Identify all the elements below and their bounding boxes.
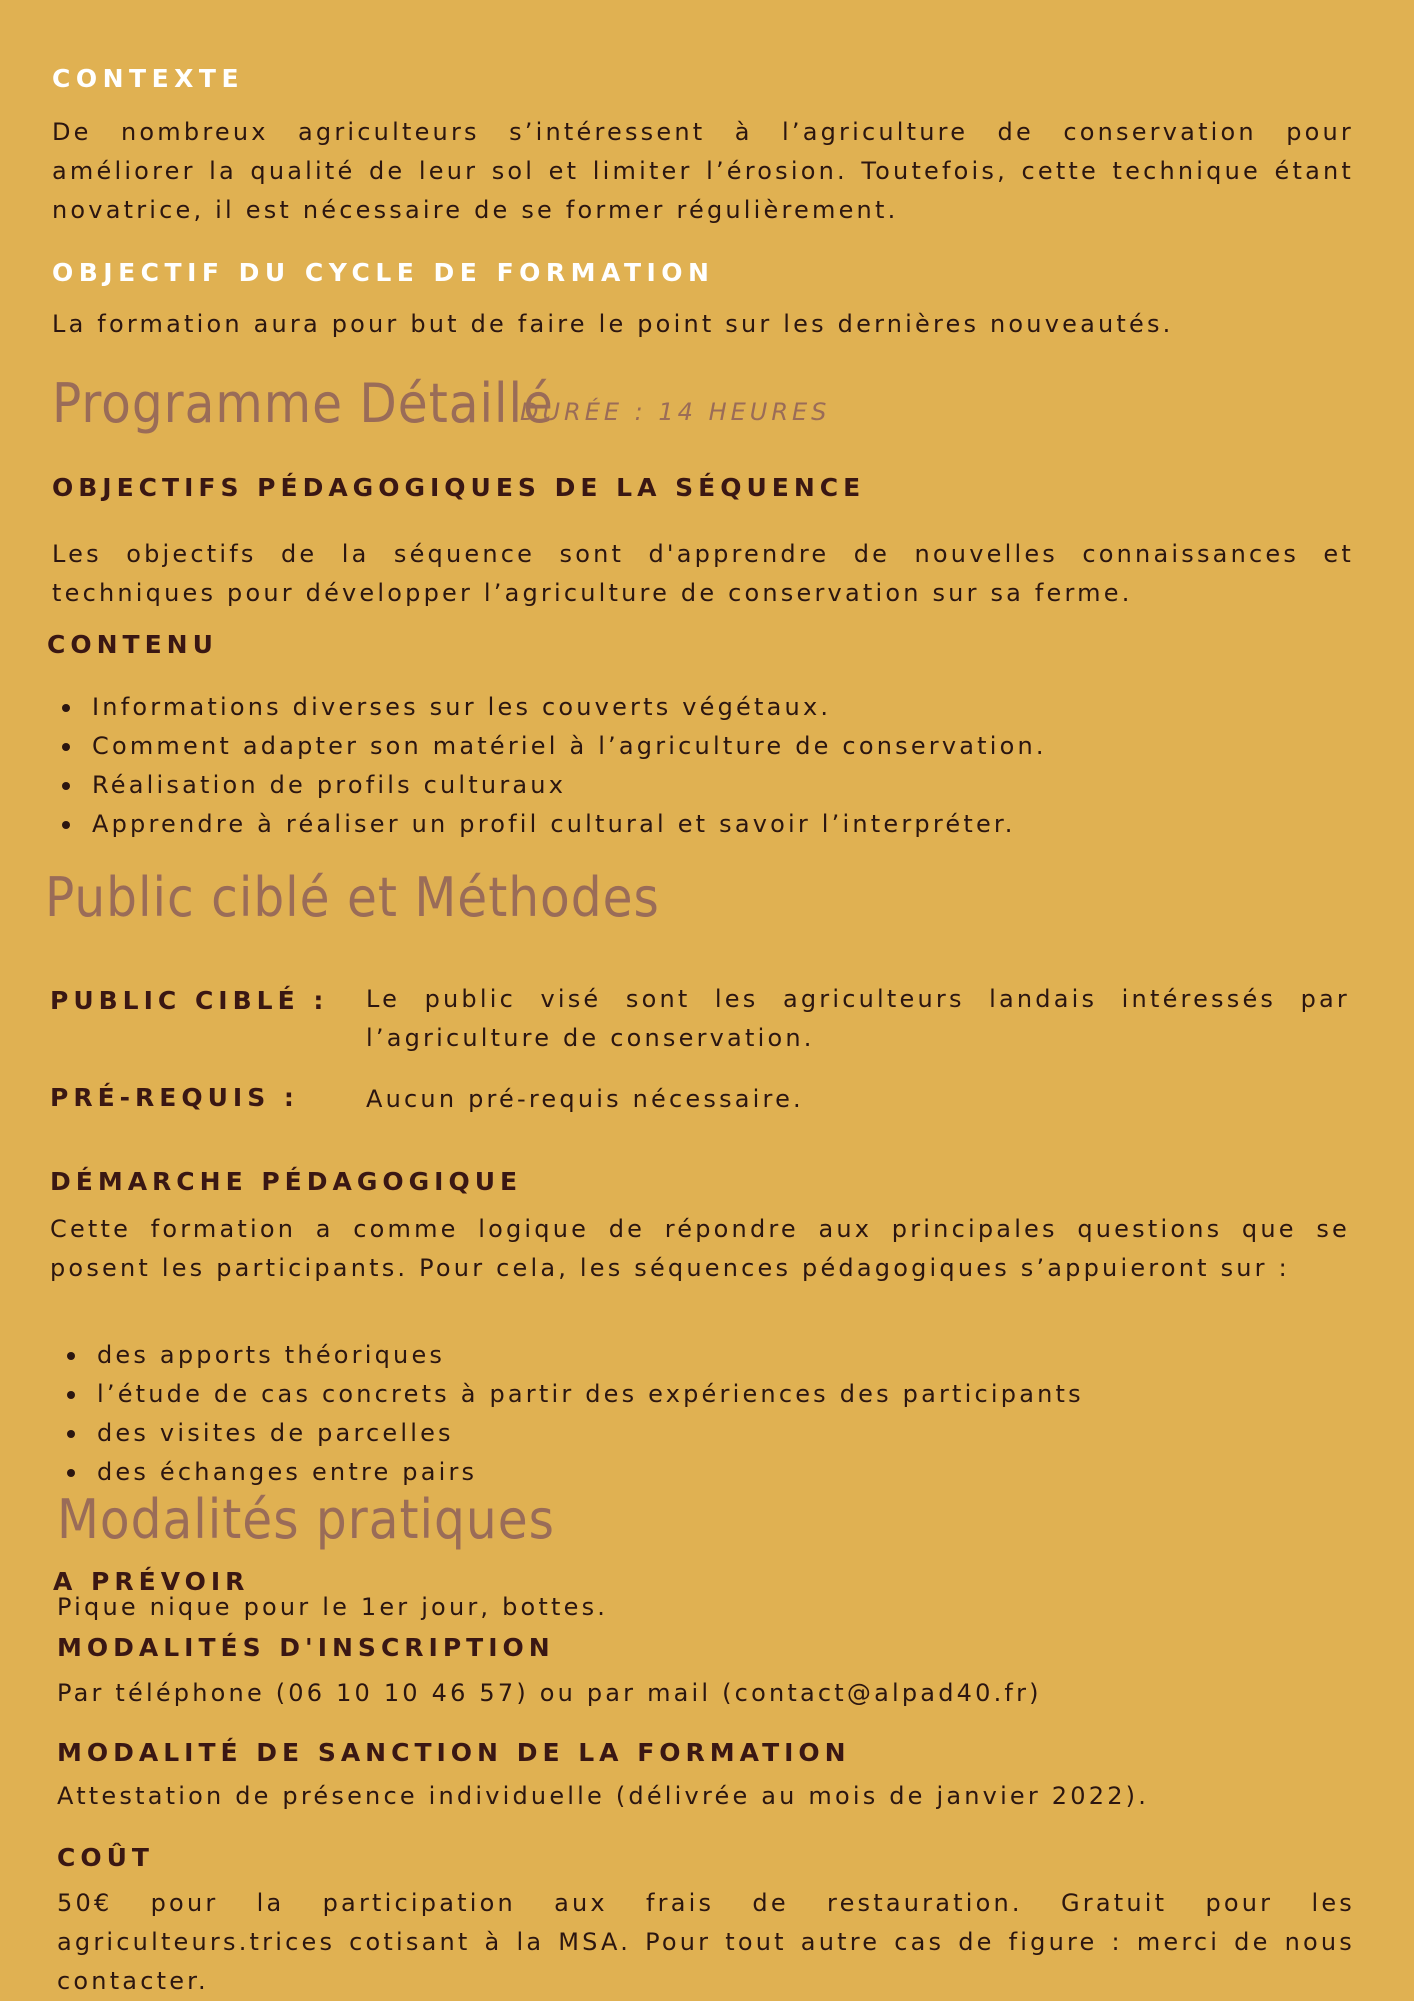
sanction-text: Attestation de présence individuelle (délivrée au mois de janvier 2022). <box>57 1782 1150 1810</box>
list-item: Apprendre à réaliser un profil cultural et savoir l’interpréter. <box>52 805 1372 844</box>
inscription-heading: MODALITÉS D'INSCRIPTION <box>57 1633 555 1662</box>
demarche-text: Cette formation a comme logique de répondre aux principales questions que se posent les participants. Pour cela, les séquences pédagogiques s’appuieront sur : <box>50 1215 1350 1282</box>
public-cible-text: Le public visé sont les agriculteurs landais intéressés par l’agriculture de conservation. <box>366 985 1350 1052</box>
objectifs-pedagogiques-heading: OBJECTIFS PÉDAGOGIQUES DE LA SÉQUENCE <box>52 473 866 502</box>
list-item: Comment adapter son matériel à l’agriculture de conservation. <box>52 727 1372 766</box>
sanction-heading: MODALITÉ DE SANCTION DE LA FORMATION <box>57 1738 851 1767</box>
inscription-text: Par téléphone (06 10 10 46 57) ou par mail (contact@alpad40.fr) <box>57 1679 1042 1707</box>
list-item: des visites de parcelles <box>57 1414 1377 1453</box>
objectif-text: La formation aura pour but de faire le point sur les dernières nouveautés. <box>52 310 1174 338</box>
duree-label: DURÉE : 14 HEURES <box>520 398 831 426</box>
list-item: Réalisation de profils culturaux <box>52 766 1372 805</box>
contexte-text: De nombreux agriculteurs s’intéressent à l’agriculture de conservation pour améliorer la qualité de leur sol et limiter l’érosion. Toutefois, cette technique étant novatrice, il est nécessaire de se former régulièrement. <box>52 118 1354 224</box>
modalites-title: Modalités pratiques <box>57 1488 555 1551</box>
demarche-heading: DÉMARCHE PÉDAGOGIQUE <box>50 1167 523 1196</box>
prevoir-text: Pique nique pour le 1er jour, bottes. <box>57 1593 609 1621</box>
public-title: Public ciblé et Méthodes <box>45 866 660 929</box>
list-item: des échanges entre pairs <box>57 1453 1377 1492</box>
programme-title: Programme Détaillé <box>52 372 554 435</box>
objectif-heading: OBJECTIF DU CYCLE DE FORMATION <box>52 258 715 287</box>
contexte-heading: CONTEXTE <box>52 64 245 93</box>
cout-text: 50€ pour la participation aux frais de restauration. Gratuit pour les agriculteurs.trices cotisant à la MSA. Pour tout autre cas de figure : merci de nous contacter. <box>57 1889 1355 1995</box>
cout-heading: COÛT <box>57 1843 154 1872</box>
prevoir-heading: A PRÉVOIR <box>53 1567 250 1596</box>
list-item: l’étude de cas concrets à partir des expériences des participants <box>57 1375 1377 1414</box>
contenu-heading: CONTENU <box>47 630 218 659</box>
public-cible-label: PUBLIC CIBLÉ : <box>50 986 329 1015</box>
list-item: Informations diverses sur les couverts végétaux. <box>52 688 1372 727</box>
list-item: des apports théoriques <box>57 1336 1377 1375</box>
prerequis-text: Aucun pré-requis nécessaire. <box>366 1085 804 1113</box>
objectifs-pedagogiques-text: Les objectifs de la séquence sont d'apprendre de nouvelles connaissances et techniques pour développer l’agriculture de conservation sur sa ferme. <box>52 540 1354 607</box>
prerequis-label: PRÉ-REQUIS : <box>50 1083 299 1112</box>
demarche-list <box>57 1336 1377 1492</box>
contenu-list <box>52 688 1372 844</box>
